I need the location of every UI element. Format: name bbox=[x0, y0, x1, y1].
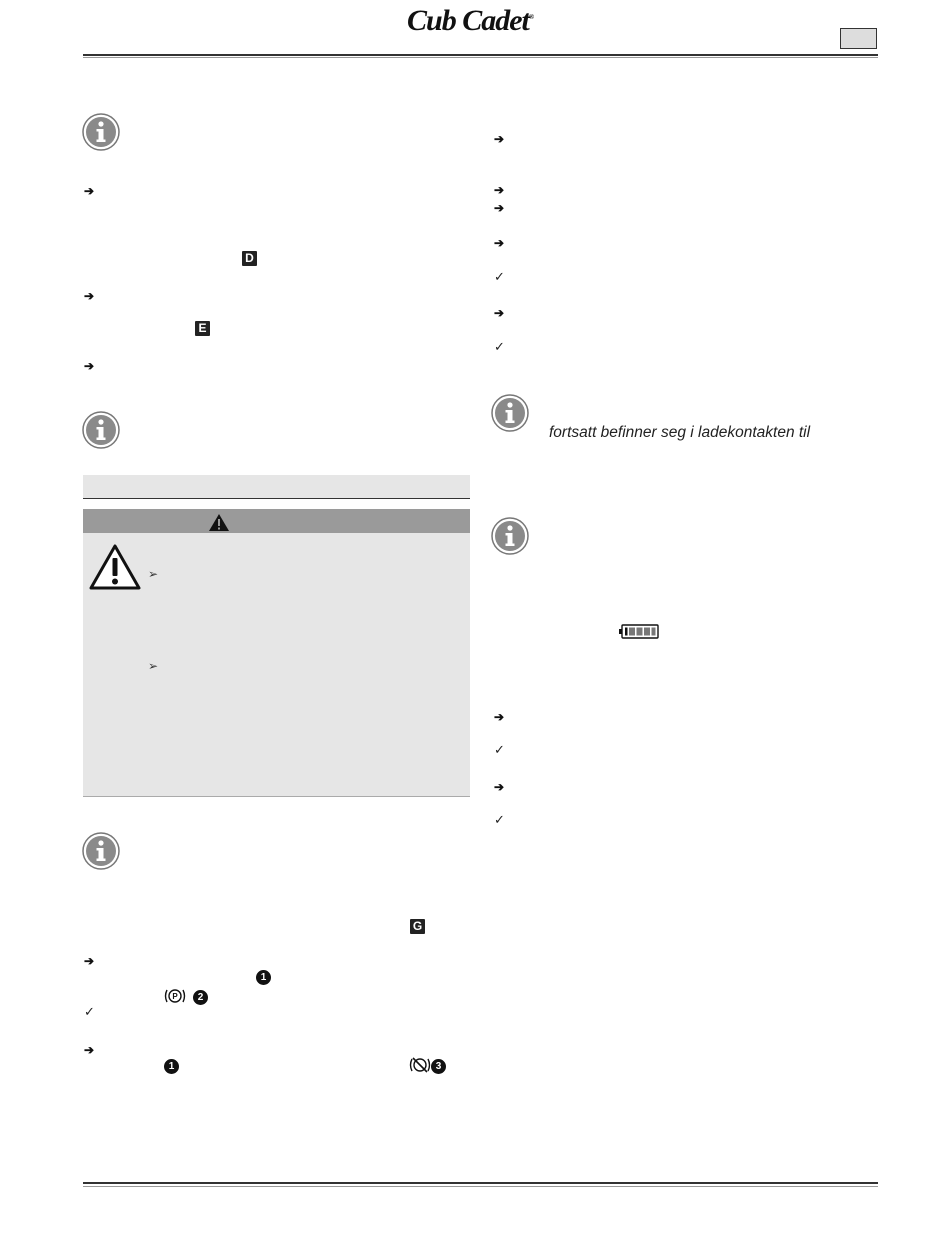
page-number-box bbox=[840, 28, 877, 49]
cub-cadet-logo: Cub Cadet® bbox=[407, 4, 534, 37]
check-icon: ✓ bbox=[84, 1004, 95, 1019]
figure-ref-e: E bbox=[195, 321, 210, 336]
marker-3: 3 bbox=[431, 1059, 446, 1074]
arrow-icon: ➔ bbox=[494, 183, 505, 197]
warning-triangle-icon bbox=[89, 543, 141, 590]
battery-icon bbox=[619, 624, 659, 639]
marker-2: 2 bbox=[193, 990, 208, 1005]
header-rule bbox=[83, 54, 878, 56]
info-note-text: fortsatt befinner seg i ladekontakten til bbox=[549, 424, 811, 441]
chevron-bullet-icon: ➢ bbox=[148, 567, 159, 581]
info-icon bbox=[82, 411, 120, 449]
parking-icon bbox=[164, 988, 186, 1004]
footer-rule-thin bbox=[83, 1186, 878, 1187]
arrow-icon: ➔ bbox=[494, 780, 505, 794]
arrow-icon: ➔ bbox=[494, 306, 505, 320]
section-heading-bar bbox=[83, 475, 470, 498]
arrow-icon: ➔ bbox=[84, 1043, 95, 1057]
figure-ref-d: D bbox=[242, 251, 257, 266]
marker-1: 1 bbox=[256, 970, 271, 985]
footer-rule bbox=[83, 1182, 878, 1184]
arrow-icon: ➔ bbox=[494, 132, 505, 146]
arrow-icon: ➔ bbox=[84, 954, 95, 968]
marker-1: 1 bbox=[164, 1059, 179, 1074]
check-icon: ✓ bbox=[494, 812, 505, 827]
header-rule-thin bbox=[83, 57, 878, 58]
arrow-icon: ➔ bbox=[84, 184, 95, 198]
info-icon bbox=[491, 517, 529, 555]
arrow-icon: ➔ bbox=[494, 236, 505, 250]
arrow-icon: ➔ bbox=[494, 201, 505, 215]
info-icon bbox=[491, 394, 529, 432]
figure-ref-g: G bbox=[410, 919, 425, 934]
svg-text:P: P bbox=[172, 992, 178, 1001]
warning-triangle-icon bbox=[208, 513, 230, 532]
warning-body bbox=[83, 533, 470, 797]
info-icon bbox=[82, 113, 120, 151]
warning-header bbox=[83, 509, 470, 533]
check-icon: ✓ bbox=[494, 269, 505, 284]
arrow-icon: ➔ bbox=[494, 710, 505, 724]
chevron-bullet-icon: ➢ bbox=[148, 659, 159, 673]
info-icon bbox=[82, 832, 120, 870]
check-icon: ✓ bbox=[494, 339, 505, 354]
parking-off-icon bbox=[409, 1057, 431, 1073]
check-icon: ✓ bbox=[494, 742, 505, 757]
section-heading-rule bbox=[83, 498, 470, 499]
arrow-icon: ➔ bbox=[84, 289, 95, 303]
arrow-icon: ➔ bbox=[84, 359, 95, 373]
